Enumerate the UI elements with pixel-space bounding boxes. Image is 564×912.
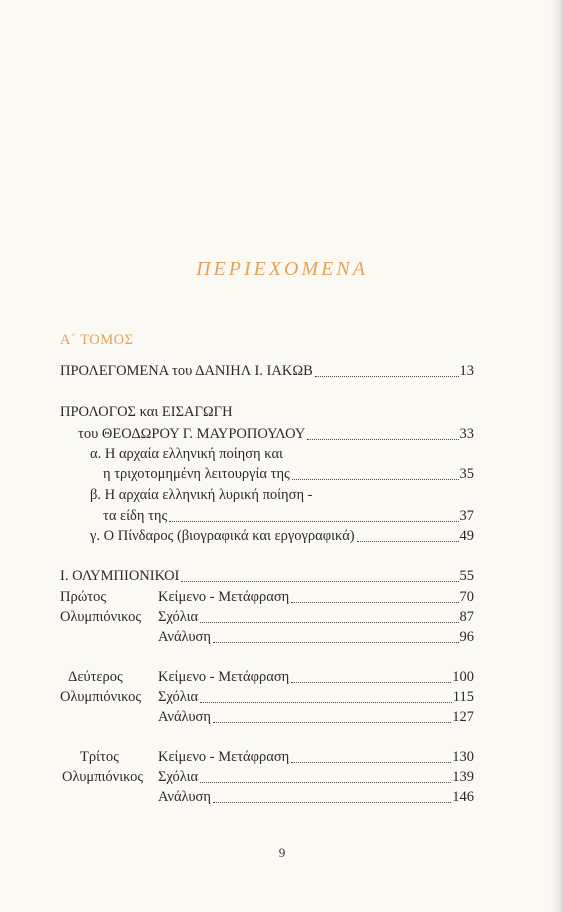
dot-leader	[291, 762, 451, 763]
toc-entry-page: 33	[459, 426, 474, 442]
toc-subentry-b-line2	[103, 507, 474, 525]
dot-leader	[200, 702, 452, 703]
dot-leader	[213, 802, 451, 803]
toc-entry-page: 37	[459, 508, 474, 524]
ode-1-item-analysis	[158, 628, 474, 646]
toc-entry-page: 96	[459, 629, 474, 645]
toc-entry-label: Ι. ΟΛΥΜΠΙΟΝΙΚΟΙ	[60, 568, 180, 584]
ode-1-item-text	[158, 588, 474, 606]
toc-entry-page: 35	[459, 466, 474, 482]
dot-leader	[307, 439, 458, 440]
toc-entry-label: Σχόλια	[158, 689, 199, 705]
toc-entry-label: η τριχοτομημένη λειτουργία της	[103, 466, 290, 482]
toc-entry-page: 55	[459, 568, 474, 584]
toc-entry-page: 70	[459, 589, 474, 605]
toc-subentry-a-line2	[103, 465, 474, 483]
toc-entry-prolegomena	[60, 362, 474, 380]
ode-1-name-line1: Πρώτος	[60, 589, 107, 605]
dot-leader	[291, 682, 451, 683]
ode-3-item-scholia	[158, 768, 474, 786]
toc-entry-olympionikoi	[60, 567, 474, 585]
dot-leader	[213, 722, 451, 723]
toc-entry-page: 130	[452, 749, 474, 765]
toc-entry-page: 115	[452, 689, 474, 705]
toc-entry-label: Ανάλυση	[158, 789, 211, 805]
dot-leader	[292, 479, 459, 480]
toc-entry-page: 139	[452, 769, 474, 785]
ode-3-name-line1: Τρίτος	[80, 749, 119, 765]
dot-leader	[181, 581, 458, 582]
page-number: 9	[278, 845, 286, 860]
toc-entry-label: Κείμενο - Μετάφραση	[158, 749, 290, 765]
dot-leader	[200, 782, 451, 783]
ode-3-item-text	[158, 748, 474, 766]
ode-2-item-text	[158, 668, 474, 686]
toc-entry-label: Ανάλυση	[158, 629, 211, 645]
ode-3-name-line2: Ολυμπιόνικος	[62, 769, 144, 785]
ode-1-item-scholia	[158, 608, 474, 626]
toc-entry-page: 13	[459, 363, 474, 379]
ode-2-item-scholia	[158, 688, 474, 706]
toc-entry-label: του ΘΕΟΔΩΡΟΥ Γ. ΜΑΥΡΟΠΟΥΛΟΥ	[78, 426, 306, 442]
toc-entry-label: Ανάλυση	[158, 709, 211, 725]
toc-entry-label: Σχόλια	[158, 769, 199, 785]
dot-leader	[315, 376, 459, 377]
toc-subentry-a-line1: α. Η αρχαία ελληνική ποίηση και	[90, 446, 283, 462]
ode-3-item-analysis	[158, 788, 474, 806]
toc-subentry-c	[90, 527, 474, 545]
toc-entry-page: 49	[459, 528, 474, 544]
dot-leader	[357, 541, 459, 542]
toc-entry-label: ΠΡΟΛΕΓΟΜΕΝΑ του ΔΑΝΙΗΛ Ι. ΙΑΚΩΒ	[60, 363, 313, 379]
volume-heading: Α΄ ΤΟΜΟΣ	[60, 332, 134, 348]
ode-2-name-line2: Ολυμπιόνικος	[60, 689, 142, 705]
page-title: ΠΕΡΙΕΧΟΜΕΝΑ	[196, 258, 368, 280]
toc-entry-label: γ. Ο Πίνδαρος (βιογραφικά και εργογραφικά)	[90, 528, 355, 544]
ode-2-name-line1: Δεύτερος	[68, 669, 123, 685]
toc-entry-prologos-line1: ΠΡΟΛΟΓΟΣ και ΕΙΣΑΓΩΓΗ	[60, 404, 233, 420]
toc-entry-page: 100	[452, 669, 474, 685]
toc-entry-label: τα είδη της	[103, 508, 168, 524]
toc-entry-page: 127	[452, 709, 474, 725]
ode-1-name-line2: Ολυμπιόνικος	[60, 609, 142, 625]
dot-leader	[213, 642, 459, 643]
page-edge-shadow	[550, 0, 564, 912]
toc-entry-prologos-line2	[78, 425, 474, 443]
dot-leader	[200, 622, 458, 623]
toc-subentry-b-line1: β. Η αρχαία ελληνική λυρική ποίηση -	[90, 487, 313, 503]
toc-entry-label: Κείμενο - Μετάφραση	[158, 589, 290, 605]
toc-entry-label: Κείμενο - Μετάφραση	[158, 669, 290, 685]
toc-entry-page: 146	[452, 789, 474, 805]
toc-entry-page: 87	[459, 609, 474, 625]
dot-leader	[291, 602, 458, 603]
toc-entry-label: Σχόλια	[158, 609, 199, 625]
ode-2-item-analysis	[158, 708, 474, 726]
dot-leader	[169, 521, 458, 522]
